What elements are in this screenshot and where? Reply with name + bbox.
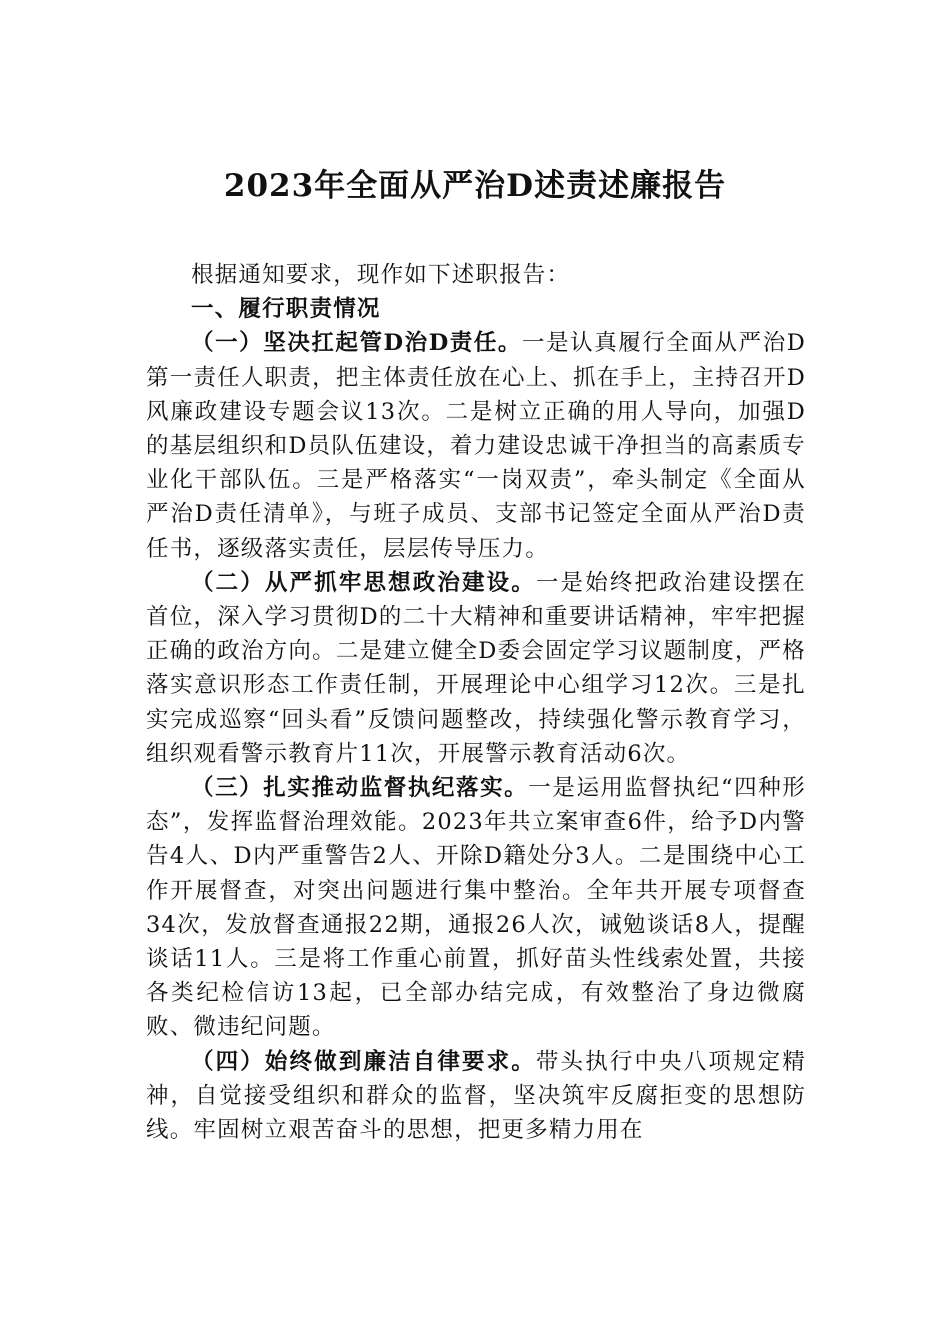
paragraph-3-text: 一是运用监督执纪“四种形态”，发挥监督治理效能。2023年共立案审查6件，给予D内警告4人、D内严重警告2人、开除D籍处分3人。二是围绕中心工作开展督查，对突出问题进行集中整治。全年共开展专项督查34次，发放督查通报22期，通报26人次，诫勉谈话8人，提醒谈话11人。三是将工作重心前置，抓好苗头性线索处置，共接各类纪检信访13起，已全部办结完成，有效整治了身边微腐败、微违纪问题。 <box>146 775 806 1041</box>
paragraph-3-lead: （三）扎实推动监督执纪落实。 <box>191 775 529 802</box>
paragraph-4 <box>146 1045 806 1148</box>
paragraph-2-lead: （二）从严抓牢思想政治建设。 <box>191 569 536 596</box>
intro-paragraph: 根据通知要求，现作如下述职报告： <box>191 262 571 288</box>
paragraph-4-text: 带头执行中央八项规定精神，自觉接受组织和群众的监督，坚决筑牢反腐拒变的思想防线。牢固树立艰苦奋斗的思想，把更多精力用在 <box>146 1048 806 1144</box>
paragraph-1-text: 一是认真履行全面从严治D第一责任人职责，把主体责任放在心上、抓在手上，主持召开D风廉政建设专题会议13次。二是树立正确的用人导向，加强D的基层组织和D员队伍建设，着力建设忠诚干净担当的高素质专业化干部队伍。三是严格落实“一岗双责”，牵头制定《全面从严治D责任清单》，与班子成员、支部书记签定全面从严治D责任书，逐级落实责任，层层传导压力。 <box>146 330 806 562</box>
paragraph-1 <box>146 326 806 565</box>
document-body <box>146 258 806 1147</box>
document-title: 2023年全面从严治D述责述廉报告 <box>223 168 727 204</box>
paragraph-2-text: 一是始终把政治建设摆在首位，深入学习贯彻D的二十大精神和重要讲话精神，牢牢把握正确的政治方向。二是建立健全D委会固定学习议题制度，严格落实意识形态工作责任制，开展理论中心组学习12次。三是扎实完成巡察“回头看”反馈问题整改，持续强化警示教育学习，组织观看警示教育片11次，开展警示教育活动6次。 <box>146 569 806 767</box>
paragraph-2 <box>146 566 806 771</box>
paragraph-4-lead: （四）始终做到廉洁自律要求。 <box>191 1048 536 1075</box>
section-heading: 一、履行职责情况 <box>191 296 381 323</box>
paragraph-3 <box>146 771 806 1045</box>
paragraph-1-lead: （一）坚决扛起管D治D责任。 <box>191 330 522 357</box>
